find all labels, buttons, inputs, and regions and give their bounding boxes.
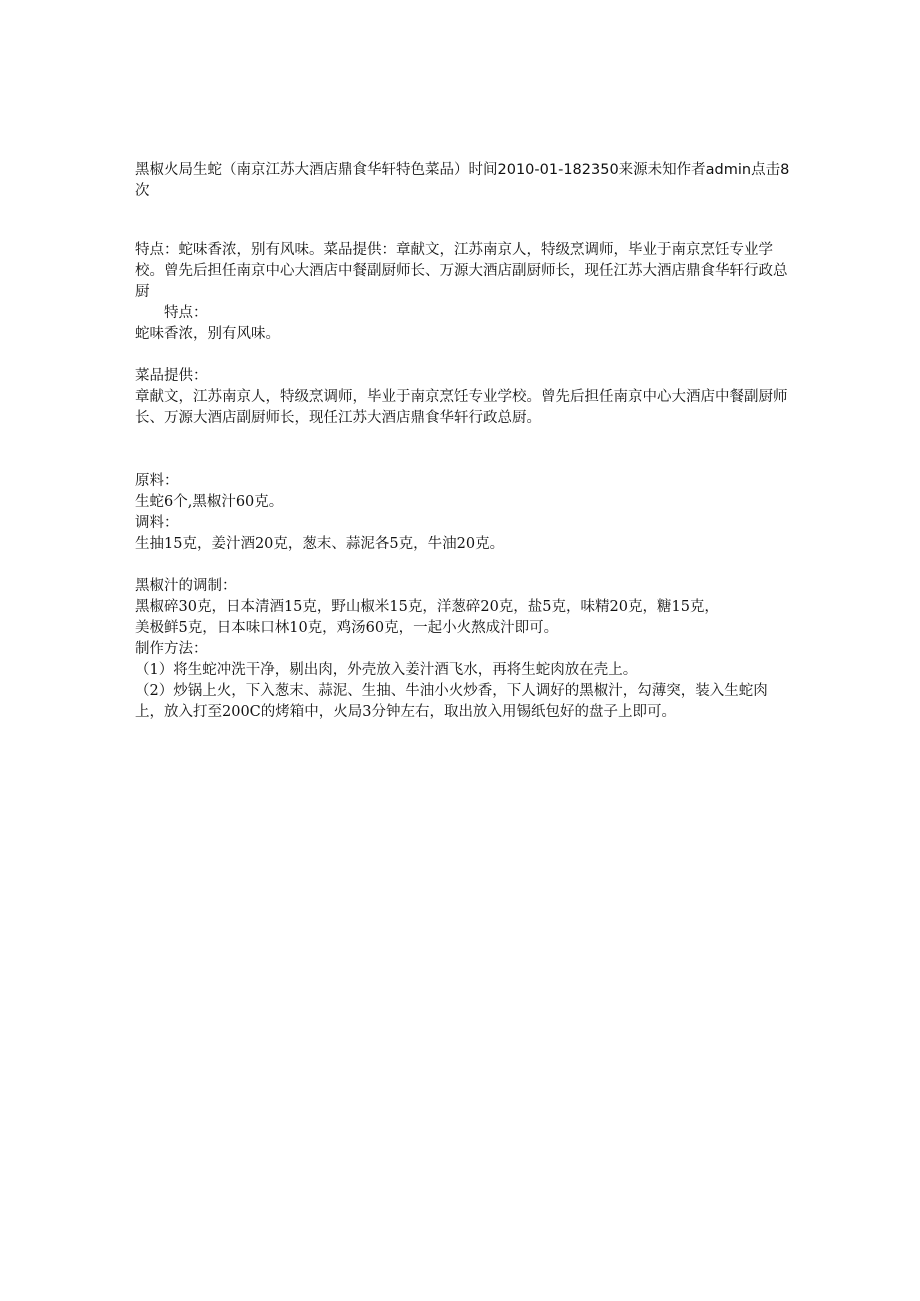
sauce-line-1: 黑椒碎30克，日本清酒15克，野山椒米15克，洋葱碎20克，盐5克，味精20克，糖15克， (135, 599, 719, 615)
features-label: 特点： (164, 305, 208, 321)
method-step-1: （1）将生蛇冲洗干净，剔出肉，外壳放入姜汁酒飞水，再将生蛇肉放在壳上。 (135, 662, 638, 678)
summary-paragraph: 特点：蛇味香浓，别有风味。菜品提供：章献文，江苏南京人，特级烹调师，毕业于南京烹饪专业学校。曾先后担任南京中心大酒店中餐副厨师长、万源大酒店副厨师长，现任江苏大酒店鼎食华轩行政总厨 (135, 242, 788, 300)
document-body (135, 160, 790, 723)
method-step-2: （2）炒锅上火，下入葱末、蒜泥、生抽、牛油小火炒香，下人调好的黑椒汁，勾薄突，装入生蛇肉上，放入打至200C的烤箱中，火局3分钟左右，取出放入用锡纸包好的盘子上即可。 (135, 683, 768, 720)
seasoning-label: 调料： (135, 515, 179, 531)
spacer (135, 555, 790, 576)
provider-text: 章献文，江苏南京人，特级烹调师，毕业于南京烹饪专业学校。曾先后担任南京中心大酒店中餐副厨师长、万源大酒店副厨师长，现任江苏大酒店鼎食华轩行政总厨。 (135, 389, 788, 426)
seasoning-text: 生抽15克，姜汁酒20克，葱末、蒜泥各5克，牛油20克。 (135, 536, 505, 552)
sauce-label: 黑椒汁的调制： (135, 578, 237, 594)
page-title: 黑椒火局生蛇（南京江苏大酒店鼎食华轩特色菜品）时间2010-01-182350来源未知作者admin点击8次 (135, 162, 790, 199)
ingredients-label: 原料： (135, 473, 179, 489)
provider-label: 菜品提供： (135, 368, 208, 384)
spacer (135, 429, 790, 471)
ingredients-text: 生蛇6个,黑椒汁60克。 (135, 494, 284, 510)
method-label: 制作方法： (135, 641, 208, 657)
spacer (135, 345, 790, 366)
sauce-line-2: 美极鲜5克，日本味口林10克，鸡汤60克，一起小火熬成汁即可。 (135, 620, 559, 636)
features-text: 蛇味香浓，别有风味。 (135, 326, 280, 342)
